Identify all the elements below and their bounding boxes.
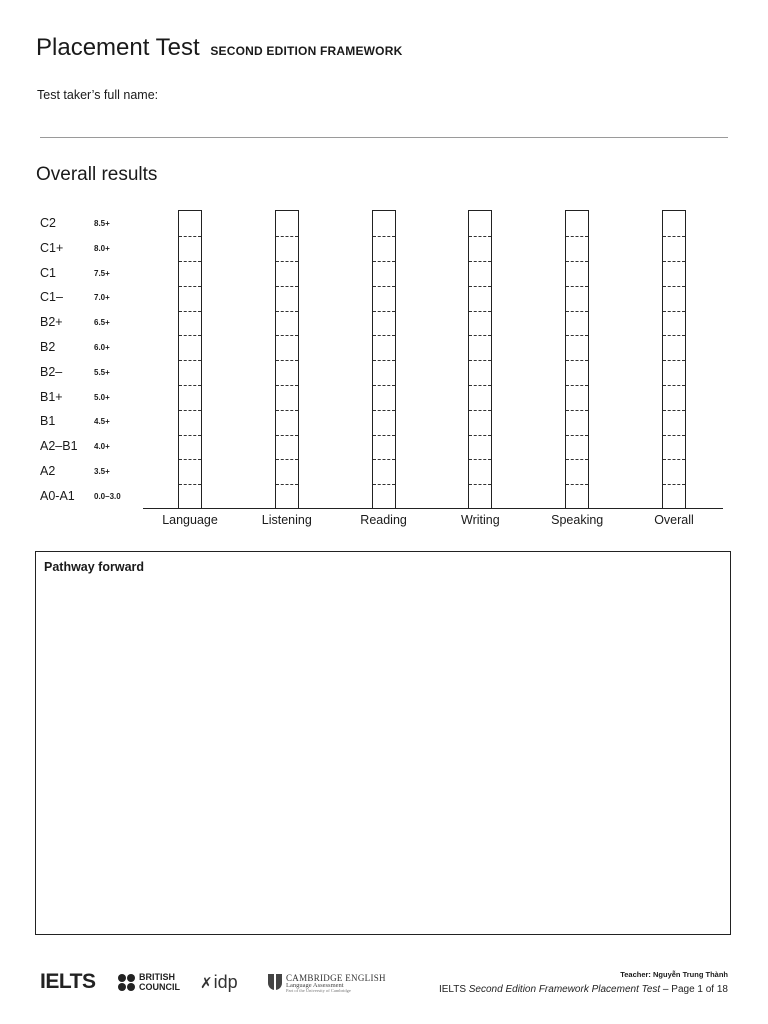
score-column-listening[interactable] — [275, 210, 299, 508]
band-score-label: 6.5+ — [94, 318, 110, 328]
level-divider — [469, 311, 491, 312]
level-divider — [179, 435, 201, 436]
ielts-logo: IELTS — [40, 970, 96, 993]
level-divider — [663, 435, 685, 436]
level-divider — [566, 484, 588, 485]
level-divider — [566, 385, 588, 386]
cambridge-shield-icon — [268, 974, 282, 990]
level-divider — [179, 385, 201, 386]
level-divider — [566, 335, 588, 336]
level-divider — [566, 286, 588, 287]
pathway-forward-box[interactable] — [35, 551, 731, 935]
level-divider — [469, 410, 491, 411]
score-column-language[interactable] — [178, 210, 202, 508]
level-divider — [663, 261, 685, 262]
score-column-reading[interactable] — [372, 210, 396, 508]
level-divider — [179, 360, 201, 361]
cefr-level-label: A0-A1 — [40, 488, 75, 503]
level-divider — [179, 261, 201, 262]
level-divider — [276, 311, 298, 312]
level-divider — [179, 311, 201, 312]
band-score-label: 3.5+ — [94, 467, 110, 476]
cefr-level-label: A2–B1 — [40, 439, 78, 454]
level-divider — [276, 435, 298, 436]
level-divider — [373, 385, 395, 386]
level-divider — [469, 435, 491, 436]
idp-logo — [200, 972, 238, 993]
level-divider — [179, 484, 201, 485]
level-divider — [469, 236, 491, 237]
level-divider — [179, 335, 201, 336]
cambridge-title: CAMBRIDGE ENGLISH — [286, 973, 386, 983]
band-score-label: 6.0+ — [94, 343, 110, 352]
overall-results-heading: Overall results — [36, 164, 158, 185]
level-divider — [276, 459, 298, 460]
level-divider — [469, 335, 491, 336]
idp-mark-icon: ✗ — [200, 975, 213, 992]
column-label-overall: Overall — [654, 513, 694, 527]
name-label: Test taker’s full name: — [37, 88, 159, 102]
cambridge-subtitle: Language Assessment — [286, 982, 344, 989]
cefr-level-label: C1– — [40, 290, 63, 305]
level-divider — [469, 484, 491, 485]
level-divider — [276, 484, 298, 485]
cefr-level-label: C1 — [40, 265, 56, 280]
level-divider — [663, 385, 685, 386]
level-divider — [276, 236, 298, 237]
level-divider — [566, 410, 588, 411]
level-divider — [276, 261, 298, 262]
level-divider — [663, 459, 685, 460]
level-divider — [373, 311, 395, 312]
level-divider — [469, 459, 491, 460]
page-title-subtitle: SECOND EDITION FRAMEWORK — [210, 44, 403, 58]
level-divider — [566, 261, 588, 262]
level-divider — [663, 335, 685, 336]
level-divider — [373, 335, 395, 336]
level-divider — [179, 459, 201, 460]
idp-logo-text: idp — [213, 972, 238, 992]
level-divider — [373, 459, 395, 460]
level-divider — [566, 236, 588, 237]
band-score-label: 4.0+ — [94, 442, 110, 452]
page-title-main: Placement Test — [36, 34, 200, 61]
level-divider — [179, 410, 201, 411]
page-footer — [439, 984, 728, 995]
band-score-label: 8.0+ — [94, 243, 110, 253]
level-divider — [373, 484, 395, 485]
score-column-overall[interactable] — [662, 210, 686, 508]
band-score-label: 4.5+ — [94, 417, 110, 427]
level-divider — [373, 410, 395, 411]
level-divider — [276, 335, 298, 336]
cefr-level-label: C2 — [40, 216, 56, 230]
level-divider — [276, 410, 298, 411]
level-divider — [469, 286, 491, 287]
cefr-level-label: B2+ — [40, 315, 63, 330]
level-divider — [566, 435, 588, 436]
cefr-level-label: B1 — [40, 414, 56, 429]
level-divider — [663, 286, 685, 287]
british-council-dots-icon — [118, 974, 136, 992]
band-score-label: 8.5+ — [94, 219, 110, 228]
footer-page-number: – Page 1 of 18 — [660, 984, 728, 995]
level-divider — [663, 236, 685, 237]
level-divider — [469, 261, 491, 262]
level-divider — [663, 311, 685, 312]
column-label-speaking: Speaking — [551, 513, 604, 527]
column-label-writing: Writing — [461, 513, 500, 527]
level-divider — [566, 360, 588, 361]
cambridge-subtitle2: Part of the University of Cambridge — [286, 988, 351, 993]
column-label-language: Language — [162, 513, 218, 527]
level-divider — [276, 385, 298, 386]
footer-test-name: Second Edition Framework Placement Test — [468, 984, 661, 995]
band-score-label: 5.5+ — [94, 367, 110, 377]
level-divider — [373, 286, 395, 287]
footer-prefix: IELTS — [438, 984, 469, 995]
level-divider — [179, 236, 201, 237]
british-council-line1: BRITISH — [139, 972, 175, 982]
level-divider — [566, 459, 588, 460]
pathway-forward-title: Pathway forward — [44, 560, 145, 574]
level-divider — [276, 360, 298, 361]
cefr-level-label: B2– — [40, 364, 63, 379]
level-divider — [663, 410, 685, 411]
cefr-level-label: B1+ — [40, 389, 63, 404]
column-label-listening: Listening — [261, 513, 312, 527]
british-council-line2: COUNCIL — [139, 981, 180, 992]
level-divider — [663, 360, 685, 361]
level-divider — [566, 311, 588, 312]
level-divider — [469, 385, 491, 386]
column-label-reading: Reading — [360, 513, 407, 527]
level-divider — [373, 236, 395, 237]
level-divider — [663, 484, 685, 485]
teacher-name: Teacher: Nguyễn Trung Thành — [620, 970, 728, 979]
level-divider — [373, 360, 395, 361]
level-divider — [276, 286, 298, 287]
level-divider — [373, 261, 395, 262]
chart-baseline — [143, 508, 723, 509]
band-score-label: 0.0–3.0 — [94, 491, 121, 501]
level-divider — [469, 360, 491, 361]
band-score-label: 7.0+ — [94, 293, 110, 303]
band-score-label: 5.0+ — [94, 392, 110, 402]
level-divider — [179, 286, 201, 287]
cefr-level-label: B2 — [40, 340, 56, 354]
band-score-label: 7.5+ — [94, 268, 110, 278]
score-column-speaking[interactable] — [565, 210, 589, 508]
level-divider — [373, 435, 395, 436]
score-column-writing[interactable] — [468, 210, 492, 508]
cefr-level-label: C1+ — [40, 240, 64, 255]
cefr-level-label: A2 — [40, 464, 56, 478]
